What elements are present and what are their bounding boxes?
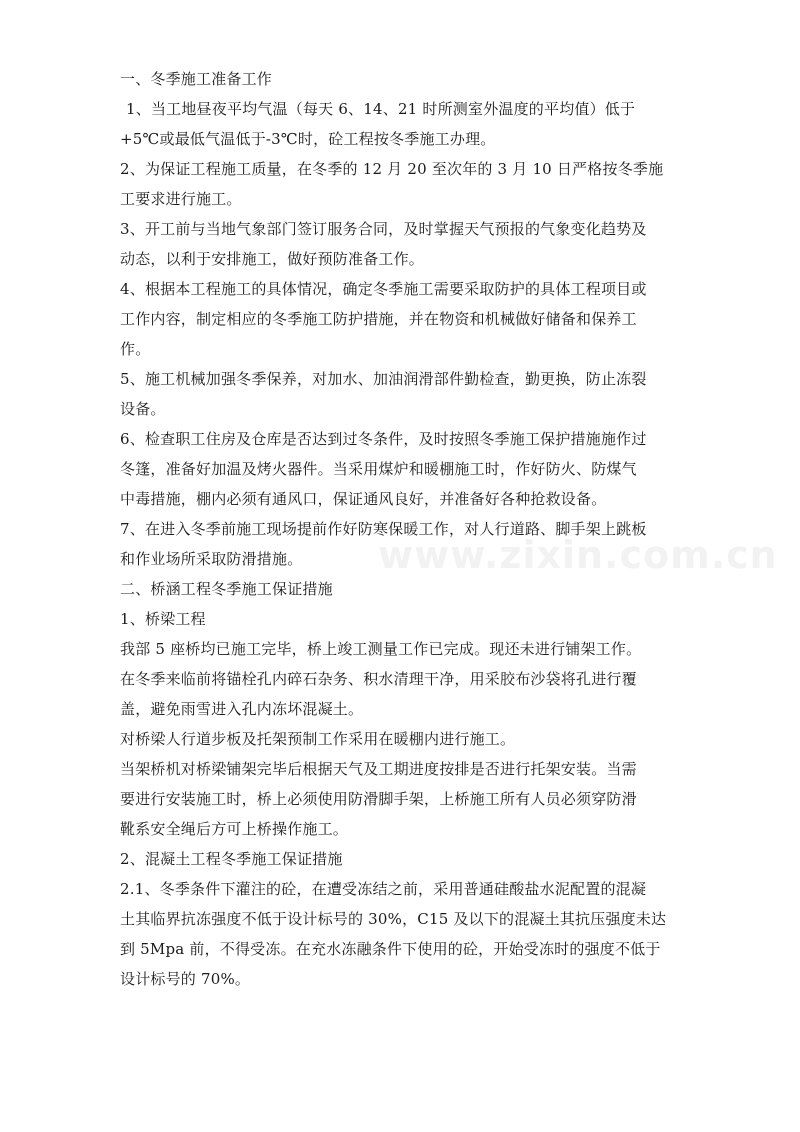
paragraph-line: 4、根据本工程施工的具体情况，确定冬季施工需要采取防护的具体工程项目或 [120,280,647,298]
paragraph-line: 到 5Mpa 前，不得受冻。在充水冻融条件下使用的砼，开始受冻时的强度不低于 [120,940,661,958]
paragraph-line: 1、当工地昼夜平均气温（每天 6、14、21 时所测室外温度的平均值）低于 [126,100,636,118]
paragraph-line: 设计标号的 70%。 [120,970,251,988]
paragraph-line: 靴系安全绳后方可上桥操作施工。 [120,820,349,838]
paragraph-line: 中毒措施，棚内必须有通风口，保证通风良好，并准备好各种抢救设备。 [120,490,607,508]
subsection-heading: 1、桥梁工程 [120,610,206,628]
paragraph-line: 5、施工机械加强冬季保养，对加水、加油润滑部件勤检查，勤更换，防止冻裂 [120,370,647,388]
paragraph-line: 2.1、冬季条件下灌注的砼，在遭受冻结之前，采用普通硅酸盐水泥配置的混凝 [120,880,647,898]
paragraph-line: 设备。 [120,400,166,418]
paragraph-line: 2、为保证工程施工质量，在冬季的 12 月 20 至次年的 3 月 10 日严格按冬季施 [120,160,664,178]
paragraph-line: 3、开工前与当地气象部门签订服务合同，及时掌握天气预报的气象变化趋势及 [120,220,647,238]
watermark: www.zixin.com.cn [378,533,778,577]
paragraph-line: 工作内容，制定相应的冬季施工防护措施，并在物资和机械做好储备和保养工 [120,310,637,328]
paragraph-line: 盖，避免雨雪进入孔内冻坏混凝土。 [120,700,364,718]
paragraph-line: 对桥梁人行道步板及托架预制工作采用在暖棚内进行施工。 [120,730,516,748]
subsection-heading: 2、混凝土工程冬季施工保证措施 [120,850,343,868]
section-heading-1: 一、冬季施工准备工作 [120,70,273,88]
document-body [120,64,680,994]
paragraph-line: 6、检查职工住房及仓库是否达到过冬条件，及时按照冬季施工保护措施施作过 [120,430,647,448]
paragraph-line: 冬篷，准备好加温及烤火器件。当采用煤炉和暖棚施工时，作好防火、防煤气 [120,460,637,478]
paragraph-line: 和作业场所采取防滑措施。 [120,550,303,568]
paragraph-line: 当架桥机对桥梁铺架完毕后根据天气及工期进度按排是否进行托架安装。当需 [120,760,637,778]
paragraph-line: 作。 [120,340,151,358]
paragraph-line: 我部 5 座桥均已施工完毕，桥上竣工测量工作已完成。现还未进行铺架工作。 [120,640,642,658]
paragraph-line: 7、在进入冬季前施工现场提前作好防寒保暖工作，对人行道路、脚手架上跳板 [120,520,647,538]
paragraph-line: +5℃或最低气温低于-3℃时，砼工程按冬季施工办理。 [120,130,496,148]
paragraph-line: 要进行安装施工时，桥上必须使用防滑脚手架，上桥施工所有人员必须穿防滑 [120,790,637,808]
paragraph-line: 动态，以利于安排施工，做好预防准备工作。 [120,250,425,268]
paragraph-line: 工要求进行施工。 [120,190,242,208]
section-heading-2: 二、桥涵工程冬季施工保证措施 [120,580,333,598]
paragraph-line: 在冬季来临前将锚栓孔内碎石杂务、积水清理干净，用采胶布沙袋将孔进行覆 [120,670,637,688]
paragraph-line: 土其临界抗冻强度不低于设计标号的 30%，C15 及以下的混凝土其抗压强度未达 [120,910,667,928]
